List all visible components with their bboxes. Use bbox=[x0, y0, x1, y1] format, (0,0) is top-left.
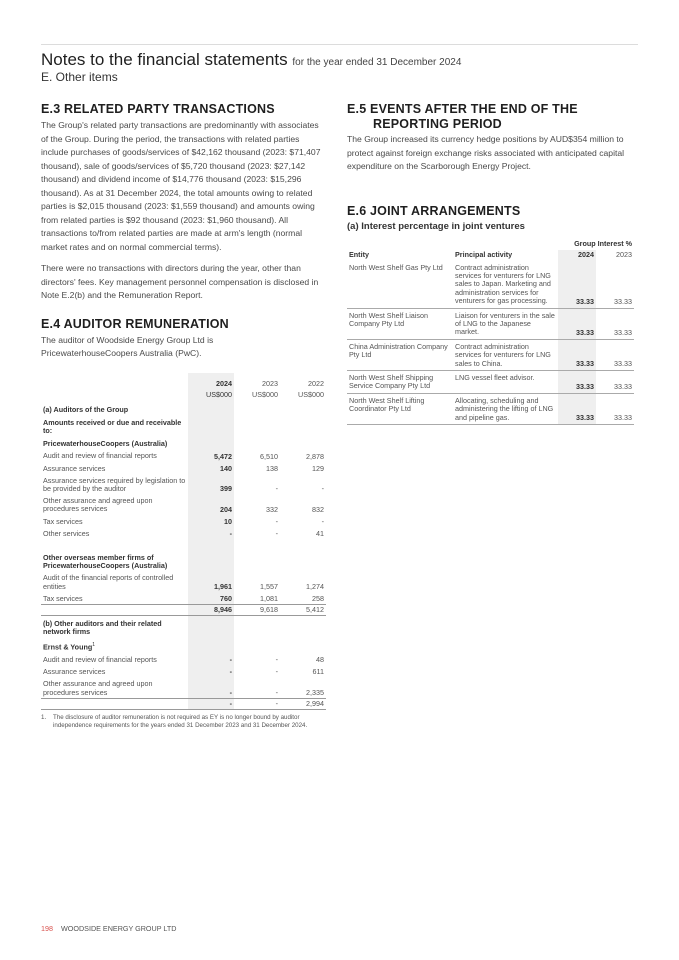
table-row bbox=[347, 261, 634, 309]
interest-2023-cell: 33.33 bbox=[596, 308, 634, 339]
table-row bbox=[41, 449, 326, 461]
cell-2024: - bbox=[188, 653, 234, 665]
col-2023: 2023 bbox=[616, 249, 632, 259]
cell-2022 bbox=[280, 402, 326, 415]
cell-2022: 611 bbox=[312, 667, 324, 677]
row-label-text: Amounts received or due and receivable to: bbox=[43, 417, 182, 435]
table-row bbox=[41, 515, 326, 527]
cell-2022: 129 bbox=[312, 463, 324, 473]
cell-2022 bbox=[280, 415, 326, 436]
cell-2023: 1,081 bbox=[234, 592, 280, 605]
e6-subheading: (a) Interest percentage in joint ventures bbox=[347, 220, 525, 232]
auditor-table-body bbox=[41, 402, 326, 710]
e6-heading: E.6 JOINT ARRANGEMENTS bbox=[347, 203, 521, 218]
cell-2023: 9,618 bbox=[234, 604, 280, 615]
col-activity: Principal activity bbox=[455, 249, 513, 259]
section-subtitle: E. Other items bbox=[41, 70, 118, 84]
row-label bbox=[41, 571, 188, 591]
cell-2022: 2,994 bbox=[280, 698, 326, 709]
interest-2023-cell: 33.33 bbox=[596, 393, 634, 424]
row-label-text: (b) Other auditors and their related network firms bbox=[43, 618, 162, 637]
col-unit-2023: US$000 bbox=[252, 389, 278, 399]
activity-cell: Contract administration services for venturers for LNG sales to Japan. Marketing and administration services for venturers for gas processing. bbox=[453, 261, 558, 309]
row-label-text: Audit of the financial reports of controlled entities bbox=[43, 573, 174, 591]
cell-2024: - bbox=[188, 665, 234, 677]
cell-2023 bbox=[234, 637, 280, 653]
cell-2024: 1,961 bbox=[188, 571, 234, 591]
row-label-text: Tax services bbox=[43, 593, 83, 603]
cell-2022: 41 bbox=[316, 528, 324, 538]
cell-2024: 399 bbox=[188, 474, 234, 494]
e5-heading: E.5 EVENTS AFTER THE END OF THE REPORTING PERIOD bbox=[347, 102, 578, 131]
row-label bbox=[41, 604, 188, 615]
table-row bbox=[41, 665, 326, 677]
cell-2024 bbox=[188, 402, 234, 415]
cell-2022: 48 bbox=[316, 655, 324, 665]
cell-2022: 258 bbox=[280, 592, 326, 605]
table-row bbox=[41, 615, 326, 637]
row-label bbox=[41, 592, 188, 605]
header-rule bbox=[41, 44, 638, 45]
entity-cell: North West Shelf Shipping Service Company Pty Ltd bbox=[347, 370, 453, 393]
page-title-period: for the year ended 31 December 2024 bbox=[292, 57, 462, 68]
cell-2022 bbox=[280, 637, 326, 653]
table-row bbox=[347, 393, 634, 424]
table-row bbox=[41, 550, 326, 571]
cell-2023 bbox=[234, 539, 280, 550]
footnote-text: The disclosure of auditor remuneration is not required as EY is no longer bound by auditor independence requirements for the years ended 31 December 2023 and 31 December 2024. bbox=[53, 713, 308, 730]
col-year-2023: 2023 bbox=[262, 378, 278, 388]
cell-2024: 8,946 bbox=[188, 604, 234, 615]
table-row bbox=[41, 494, 326, 514]
table-row bbox=[41, 436, 326, 449]
footnote-ref: 1 bbox=[92, 642, 96, 649]
row-label bbox=[41, 449, 188, 461]
interest-2023-cell: 33.33 bbox=[596, 339, 634, 370]
left-column bbox=[41, 102, 326, 731]
cell-2024 bbox=[188, 415, 234, 436]
table-row bbox=[41, 539, 326, 550]
row-label-text: Tax services bbox=[43, 516, 83, 526]
activity-cell: Liaison for venturers in the sale of LNG to the Japanese market. bbox=[453, 308, 558, 339]
cell-2022: 2,335 bbox=[280, 677, 326, 698]
cell-2023: - bbox=[275, 667, 278, 677]
cell-2022 bbox=[280, 615, 326, 637]
cell-2023: 138 bbox=[266, 463, 278, 473]
row-label-text: Other services bbox=[43, 528, 90, 538]
cell-2024: 5,472 bbox=[188, 449, 234, 461]
cell-2023 bbox=[234, 436, 280, 449]
row-label bbox=[41, 527, 188, 539]
cell-2024 bbox=[188, 539, 234, 550]
activity-cell: LNG vessel fleet advisor. bbox=[453, 370, 558, 393]
row-label bbox=[41, 515, 188, 527]
cell-2023: - bbox=[275, 528, 278, 538]
cell-2022 bbox=[280, 436, 326, 449]
table-row bbox=[41, 462, 326, 474]
cell-2024: 140 bbox=[188, 462, 234, 474]
entity-cell: North West Shelf Gas Pty Ltd bbox=[347, 261, 453, 309]
cell-2023 bbox=[234, 550, 280, 571]
row-label-text: Audit and review of financial reports bbox=[43, 654, 157, 664]
auditor-remuneration-table bbox=[41, 373, 326, 710]
cell-2023 bbox=[234, 402, 280, 415]
row-label bbox=[41, 637, 188, 653]
table-total-row bbox=[41, 698, 326, 709]
interest-2023-cell: 33.33 bbox=[596, 261, 634, 309]
cell-2022: 1,274 bbox=[306, 581, 324, 591]
cell-2022: 5,412 bbox=[280, 604, 326, 615]
cell-2023: 1,557 bbox=[260, 581, 278, 591]
table-total-row bbox=[41, 604, 326, 615]
page-title-main: Notes to the financial statements bbox=[41, 50, 288, 69]
footer-company: WOODSIDE ENERGY GROUP LTD bbox=[61, 924, 177, 933]
col-unit-2022: US$000 bbox=[298, 389, 324, 399]
row-label-text: Audit and review of financial reports bbox=[43, 451, 157, 461]
cell-2023: 6,510 bbox=[260, 451, 278, 461]
entity-cell: North West Shelf Liaison Company Pty Ltd bbox=[347, 308, 453, 339]
table-row bbox=[347, 308, 634, 339]
cell-2024 bbox=[188, 637, 234, 653]
joint-arrangements-body bbox=[347, 261, 634, 425]
activity-cell: Contract administration services for venturers for LNG sales to China. bbox=[453, 339, 558, 370]
page-number: 198 bbox=[41, 924, 53, 933]
row-label bbox=[41, 653, 188, 665]
row-label bbox=[41, 550, 188, 571]
page-footer bbox=[41, 924, 176, 933]
activity-cell: Allocating, scheduling and administering the lifting of LNG and pipeline gas. bbox=[453, 393, 558, 424]
interest-2024-cell: 33.33 bbox=[558, 393, 596, 424]
row-label bbox=[41, 539, 188, 550]
cell-2024: 760 bbox=[188, 592, 234, 605]
interest-2024-cell: 33.33 bbox=[558, 339, 596, 370]
row-label bbox=[41, 698, 188, 709]
row-label bbox=[41, 436, 188, 449]
cell-2023: 332 bbox=[266, 504, 278, 514]
row-label bbox=[41, 415, 188, 436]
table-row bbox=[41, 402, 326, 415]
cell-2024: - bbox=[188, 698, 234, 709]
row-label-text: (a) Auditors of the Group bbox=[43, 404, 129, 414]
cell-2022: 832 bbox=[312, 504, 324, 514]
e4-footnote bbox=[41, 714, 324, 731]
table-row bbox=[347, 370, 634, 393]
entity-cell: China Administration Company Pty Ltd bbox=[347, 339, 453, 370]
col-2024: 2024 bbox=[558, 250, 596, 261]
e5-paragraph: The Group increased its currency hedge positions by AUD$354 million to protect against foreign exchange risks associated with anticipated capital expenditure on the Scarborough Energy Project. bbox=[347, 134, 625, 171]
joint-arrangements-table bbox=[347, 239, 634, 426]
cell-2022: - bbox=[321, 516, 324, 526]
row-label-text: Other assurance and agreed upon procedures services bbox=[43, 496, 153, 514]
cell-2022: 2,878 bbox=[306, 451, 324, 461]
row-label bbox=[41, 474, 188, 494]
row-label bbox=[41, 665, 188, 677]
row-label-text: Other assurance and agreed upon procedures services bbox=[43, 679, 153, 697]
table-row bbox=[41, 571, 326, 591]
cell-2024 bbox=[188, 436, 234, 449]
cell-2024: 204 bbox=[188, 494, 234, 514]
interest-2023-cell: 33.33 bbox=[596, 370, 634, 393]
right-column bbox=[347, 102, 634, 425]
row-label bbox=[41, 615, 188, 637]
cell-2023: - bbox=[275, 484, 278, 494]
footnote-number: 1. bbox=[41, 713, 47, 721]
row-label-text: Other overseas member firms of PricewaterhouseCoopers (Australia) bbox=[43, 552, 168, 571]
interest-2024-cell: 33.33 bbox=[558, 370, 596, 393]
row-label bbox=[41, 677, 188, 698]
col-entity: Entity bbox=[349, 249, 369, 259]
interest-2024-cell: 33.33 bbox=[558, 308, 596, 339]
e4-intro: The auditor of Woodside Energy Group Ltd is PricewaterhouseCoopers Australia (PwC). bbox=[41, 334, 214, 358]
page-title bbox=[41, 50, 461, 70]
row-label-text: Assurance services required by legislation to be provided by the auditor bbox=[43, 475, 186, 493]
e3-paragraph-1: The Group's related party transactions are predominantly with associates of the Group. During the period, the transactions with related parties include purchases of goods/services of $42,162 thousand (2023: $71,407 thousand), sale of goods/services of $5,720 thousand (2023: $27,142 thousand) and dividend income of $14,776 thousand (2023: $15,296 thousand). As at 31 December 2024, the total amounts owing to related parties is $2,015 thousand (2023: $1,559 thousand) and amounts owing from related parties is $92 thousand (2023: $1,960 thousand). All transactions to/from related parties are made at arm's length (normal market rates and on normal commercial terms). bbox=[41, 120, 321, 252]
table-row bbox=[41, 415, 326, 436]
table-row bbox=[41, 527, 326, 539]
entity-cell: North West Shelf Lifting Coordinator Pty Ltd bbox=[347, 393, 453, 424]
row-label bbox=[41, 494, 188, 514]
table-row bbox=[347, 339, 634, 370]
cell-2024 bbox=[188, 615, 234, 637]
cell-2023 bbox=[234, 415, 280, 436]
e3-heading: E.3 RELATED PARTY TRANSACTIONS bbox=[41, 102, 275, 116]
row-label-text: PricewaterhouseCoopers (Australia) bbox=[43, 439, 168, 449]
cell-2023: - bbox=[275, 655, 278, 665]
row-label-text: Ernst & Young bbox=[43, 642, 93, 652]
table-row bbox=[41, 677, 326, 698]
cell-2023 bbox=[234, 615, 280, 637]
cell-2023: - bbox=[275, 516, 278, 526]
table-row bbox=[41, 637, 326, 653]
group-interest-header: Group Interest % bbox=[574, 238, 632, 248]
cell-2023: - bbox=[234, 698, 280, 709]
e4-heading: E.4 AUDITOR REMUNERATION bbox=[41, 316, 229, 331]
cell-2024 bbox=[188, 550, 234, 571]
cell-2022 bbox=[280, 550, 326, 571]
cell-2022: - bbox=[321, 484, 324, 494]
e3-paragraph-2: There were no transactions with directors during the year, other than directors' fees. Key management personnel compensation is disclosed in Note E.2(b) and the Remuneration Report. bbox=[41, 263, 319, 300]
table-row bbox=[41, 592, 326, 605]
cell-2024: - bbox=[188, 677, 234, 698]
interest-2024-cell: 33.33 bbox=[558, 261, 596, 309]
row-label-text: Assurance services bbox=[43, 463, 106, 473]
col-year-2022: 2022 bbox=[308, 378, 324, 388]
cell-2024: - bbox=[188, 527, 234, 539]
cell-2024: 10 bbox=[188, 515, 234, 527]
col-year-2024: 2024 bbox=[188, 373, 234, 390]
table-row bbox=[41, 474, 326, 494]
row-label-text: Assurance services bbox=[43, 667, 106, 677]
col-unit-2024: US$000 bbox=[188, 390, 234, 402]
row-label bbox=[41, 402, 188, 415]
row-label bbox=[41, 462, 188, 474]
cell-2023: - bbox=[234, 677, 280, 698]
table-row bbox=[41, 653, 326, 665]
cell-2022 bbox=[280, 539, 326, 550]
